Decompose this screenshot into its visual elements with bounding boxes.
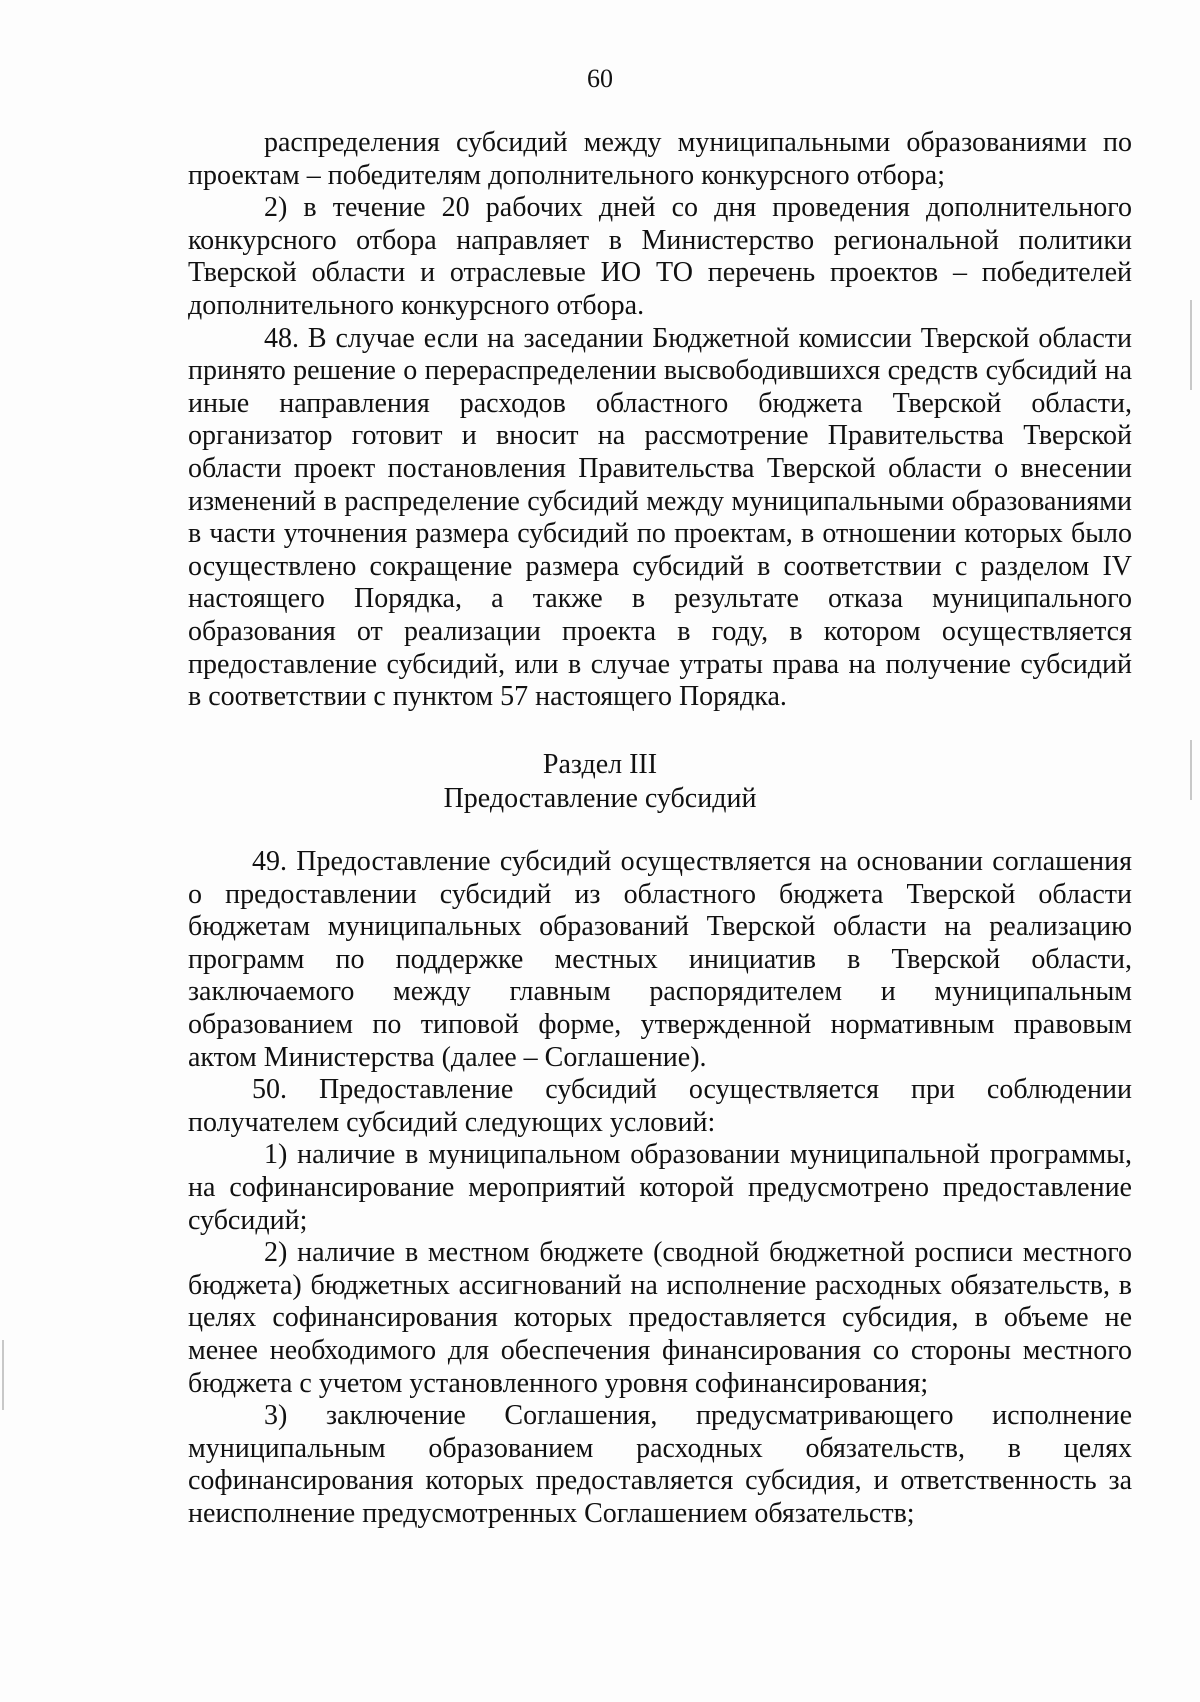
scan-edge-mark: [2, 1340, 4, 1410]
scan-edge-mark: [1190, 300, 1192, 390]
text-line: софинансирования которых предоставляется субсидия, и ответственность за: [188, 1465, 1132, 1497]
text-line: организатор готовит и вносит на рассмотрение Правительства Тверской: [188, 420, 1132, 452]
text-line: менее необходимого для обеспечения финансирования со стороны местного: [188, 1334, 1132, 1366]
text-line: целях софинансирования которых предоставляется субсидия, в объеме не: [188, 1302, 1132, 1334]
text-line: проектам – победителям дополнительного конкурсного отбора;: [188, 159, 945, 191]
text-line: на софинансирование мероприятий которой предусмотрено предоставление: [188, 1171, 1132, 1203]
scan-edge-mark: [1190, 740, 1192, 800]
text-line: субсидий;: [188, 1204, 308, 1236]
text-line: бюджетам муниципальных образований Тверской области на реализацию: [188, 911, 1132, 943]
page-number: 60: [587, 64, 613, 93]
text-line: изменений в распределение субсидий между муниципальными образованиями: [188, 485, 1132, 517]
text-line: получателем субсидий следующих условий:: [188, 1106, 716, 1138]
text-block-upper: [188, 127, 1132, 714]
text-line: 48. В случае если на заседании Бюджетной комиссии Тверской области: [264, 322, 1132, 354]
text-line: иные направления расходов областного бюджета Тверской области,: [188, 387, 1132, 419]
text-line: образованием по типовой форме, утвержденной нормативным правовым: [188, 1008, 1132, 1040]
text-line: в части уточнения размера субсидий по проектам, в отношении которых было: [188, 518, 1132, 550]
text-line: заключаемого между главным распорядителем и муниципальным: [188, 976, 1132, 1008]
text-line: осуществлено сокращение размера субсидий в соответствии с разделом IV: [188, 550, 1132, 582]
section-title: Предоставление субсидий: [443, 783, 757, 814]
text-block-lower: [188, 846, 1132, 1530]
text-line: области проект постановления Правительства Тверской области о внесении: [188, 452, 1132, 484]
text-line: актом Министерства (далее – Соглашение).: [188, 1041, 707, 1073]
text-line: предоставление субсидий, или в случае утраты права на получение субсидий: [188, 648, 1132, 680]
text-line: 49. Предоставление субсидий осуществляется на основании соглашения: [252, 846, 1132, 877]
text-line: программ по поддержке местных инициатив в Тверской области,: [188, 943, 1132, 975]
text-line: настоящего Порядка, а также в результате отказа муниципального: [188, 583, 1132, 615]
text-line: принято решение о перераспределении высвободившихся средств субсидий на: [188, 355, 1132, 387]
text-line: бюджета) бюджетных ассигнований на исполнение расходных обязательств, в: [188, 1269, 1132, 1301]
text-line: в соответствии с пунктом 57 настоящего Порядка.: [188, 681, 787, 713]
text-line: о предоставлении субсидий из областного бюджета Тверской области: [188, 878, 1132, 910]
text-line: Тверской области и отраслевые ИО ТО перечень проектов – победителей: [188, 257, 1132, 289]
text-line: конкурсного отбора направляет в Министерство региональной политики: [188, 224, 1132, 256]
text-line: 1) наличие в муниципальном образовании муниципальной программы,: [264, 1139, 1132, 1171]
text-line: 2) в течение 20 рабочих дней со дня проведения дополнительного: [264, 192, 1132, 224]
text-line: образования от реализации проекта в году, в котором осуществляется: [188, 615, 1132, 647]
text-line: 3) заключение Соглашения, предусматривающего исполнение: [264, 1400, 1132, 1432]
text-line: муниципальным образованием расходных обязательств, в целях: [188, 1432, 1132, 1464]
text-line: неисполнение предусмотренных Соглашением обязательств;: [188, 1497, 915, 1529]
text-line: 50. Предоставление субсидий осуществляется при соблюдении: [252, 1074, 1132, 1106]
text-line: бюджета с учетом установленного уровня софинансирования;: [188, 1367, 929, 1399]
text-line: дополнительного конкурсного отбора.: [188, 289, 645, 321]
text-line: 2) наличие в местном бюджете (сводной бюджетной росписи местного: [264, 1237, 1132, 1269]
text-line: распределения субсидий между муниципальными образованиями по: [264, 127, 1132, 158]
section-number: Раздел III: [542, 749, 658, 780]
